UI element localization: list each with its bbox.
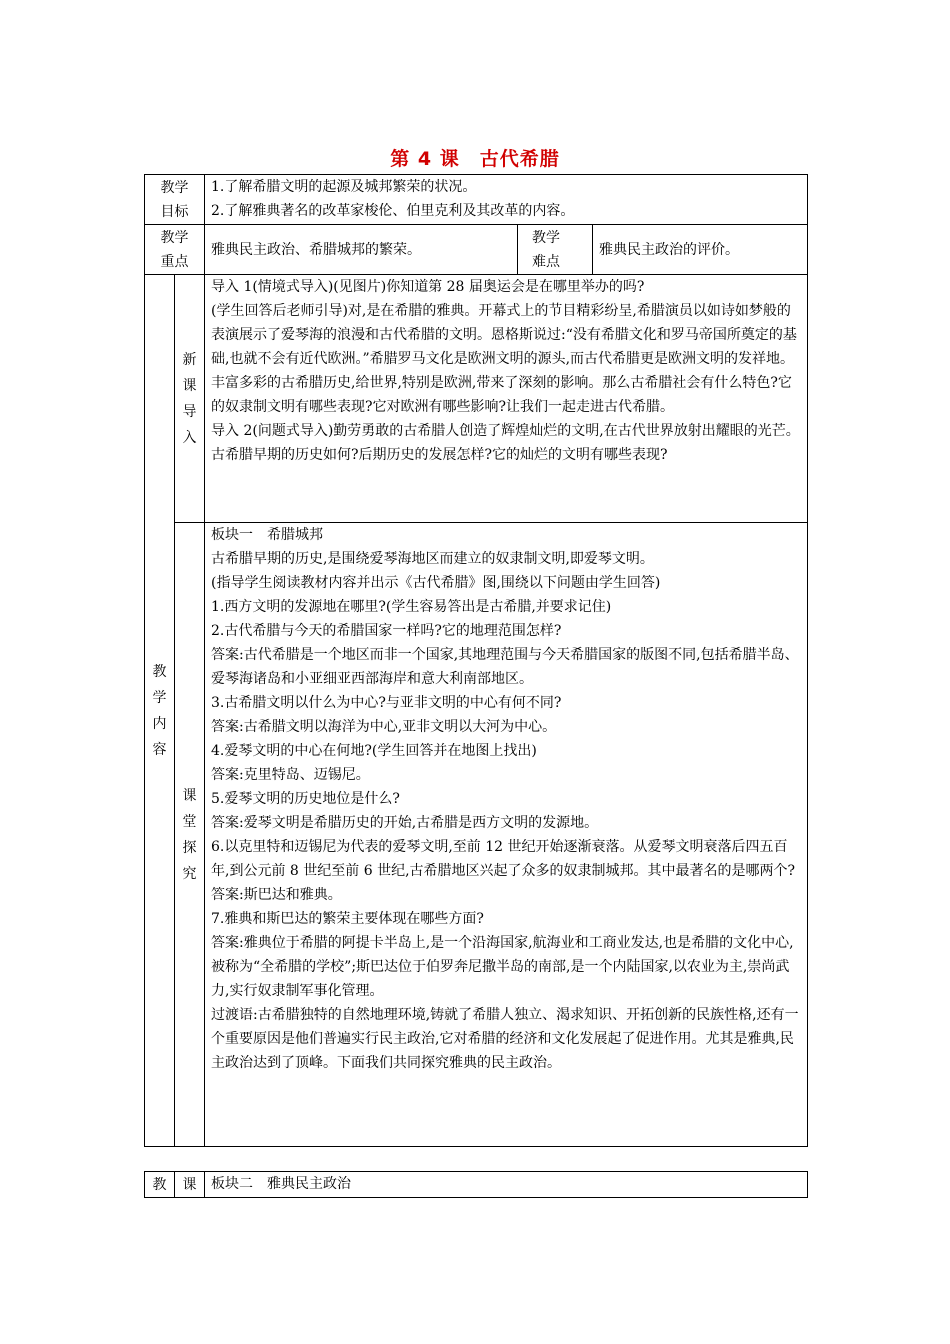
- objectives-cell: [205, 175, 808, 225]
- inquiry-line: 4.爱琴文明的中心在何地?(学生回答并在地图上找出): [211, 743, 537, 759]
- continuation-text: 板块二 雅典民主政治: [205, 1172, 808, 1198]
- intro-label: 新课导入: [175, 275, 205, 523]
- content-label: 教学内容: [145, 275, 175, 1147]
- page-title: 第 4 课 古代希腊: [390, 148, 560, 170]
- continuation-table: [144, 1171, 808, 1198]
- objective-item: 1.了解希腊文明的起源及城邦繁荣的状况。: [211, 179, 477, 195]
- inquiry-line: 答案:爱琴文明是希腊历史的开始,古希腊是西方文明的发源地。: [211, 815, 599, 831]
- intro-paragraph: 导入 1(情境式导入)(见图片)你知道第 28 届奥运会是在哪里举办的吗?: [211, 279, 645, 295]
- objective-item: 2.了解雅典著名的改革家梭伦、伯里克利及其改革的内容。: [211, 203, 575, 219]
- inquiry-cell: [205, 523, 808, 1147]
- inquiry-line: 1.西方文明的发源地在哪里?(学生容易答出是古希腊,并要求记住): [211, 599, 612, 615]
- inquiry-line: 7.雅典和斯巴达的繁荣主要体现在哪些方面?: [211, 911, 484, 927]
- inquiry-line: 板块一 希腊城邦: [211, 527, 323, 543]
- intro-paragraph: (学生回答后老师引导)对,是在希腊的雅典。开幕式上的节目精彩纷呈,希腊演员以如诗如梦般的表演展示了爱琴海的浪漫和古代希腊的文明。恩格斯说过:“没有希腊文化和罗马帝国所奠定的基础,也就不会有近代欧洲。”希腊罗马文化是欧洲文明的源头,而古代希腊更是欧洲文明的发祥地。丰富多彩的古希腊历史,给世界,特别是欧洲,带来了深刻的影响。那么古希腊社会有什么特色?它的奴隶制文明有哪些表现?它对欧洲有哪些影响?让我们一起走进古代希腊。: [211, 303, 797, 415]
- intro-cell: [205, 275, 808, 523]
- key-points-text: 雅典民主政治、希腊城邦的繁荣。: [205, 225, 518, 275]
- objectives-label: 教学目标: [145, 175, 205, 225]
- inquiry-line: 答案:雅典位于希腊的阿提卡半岛上,是一个沿海国家,航海业和工商业发达,也是希腊的文化中心,被称为“全希腊的学校”;斯巴达位于伯罗奔尼撒半岛的南部,是一个内陆国家,以农业为主,崇尚武力,实行奴隶制军事化管理。: [211, 935, 794, 999]
- inquiry-line: 答案:克里特岛、迈锡尼。: [211, 767, 370, 783]
- inquiry-line: 5.爱琴文明的历史地位是什么?: [211, 791, 400, 807]
- lesson-plan-table: [144, 174, 808, 1147]
- inquiry-line: 答案:古代希腊是一个地区而非一个国家,其地理范围与今天希腊国家的版图不同,包括希腊半岛、爱琴海诸岛和小亚细亚西部海岸和意大利南部地区。: [211, 647, 799, 687]
- continuation-col2: 课: [175, 1172, 205, 1198]
- inquiry-line: 答案:古希腊文明以海洋为中心,亚非文明以大河为中心。: [211, 719, 557, 735]
- difficult-points-label: 教学难点: [518, 225, 593, 275]
- inquiry-line: (指导学生阅读教材内容并出示《古代希腊》图,围绕以下问题由学生回答): [211, 575, 661, 591]
- inquiry-line: 答案:斯巴达和雅典。: [211, 887, 342, 903]
- continuation-col1: 教: [145, 1172, 175, 1198]
- inquiry-line: 古希腊早期的历史,是围绕爱琴海地区而建立的奴隶制文明,即爱琴文明。: [211, 551, 654, 567]
- inquiry-label: 课堂探究: [175, 523, 205, 1147]
- difficult-points-text: 雅典民主政治的评价。: [593, 225, 808, 275]
- inquiry-line: 3.古希腊文明以什么为中心?与亚非文明的中心有何不同?: [211, 695, 562, 711]
- inquiry-line: 过渡语:古希腊独特的自然地理环境,铸就了希腊人独立、渴求知识、开拓创新的民族性格,还有一个重要原因是他们普遍实行民主政治,它对希腊的经济和文化发展起了促进作用。尤其是雅典,民主政治达到了顶峰。下面我们共同探究雅典的民主政治。: [211, 1007, 799, 1071]
- inquiry-line: 2.古代希腊与今天的希腊国家一样吗?它的地理范围怎样?: [211, 623, 562, 639]
- inquiry-line: 6.以克里特和迈锡尼为代表的爱琴文明,至前 12 世纪开始逐渐衰落。从爱琴文明衰落后四五百年,到公元前 8 世纪至前 6 世纪,古希腊地区兴起了众多的奴隶制城邦。其中最著名的是哪两个?: [211, 839, 796, 879]
- key-points-label: 教学重点: [145, 225, 205, 275]
- intro-paragraph: 导入 2(问题式导入)勤劳勇敢的古希腊人创造了辉煌灿烂的文明,在古代世界放射出耀眼的光芒。古希腊早期的历史如何?后期历史的发展怎样?它的灿烂的文明有哪些表现?: [211, 423, 800, 463]
